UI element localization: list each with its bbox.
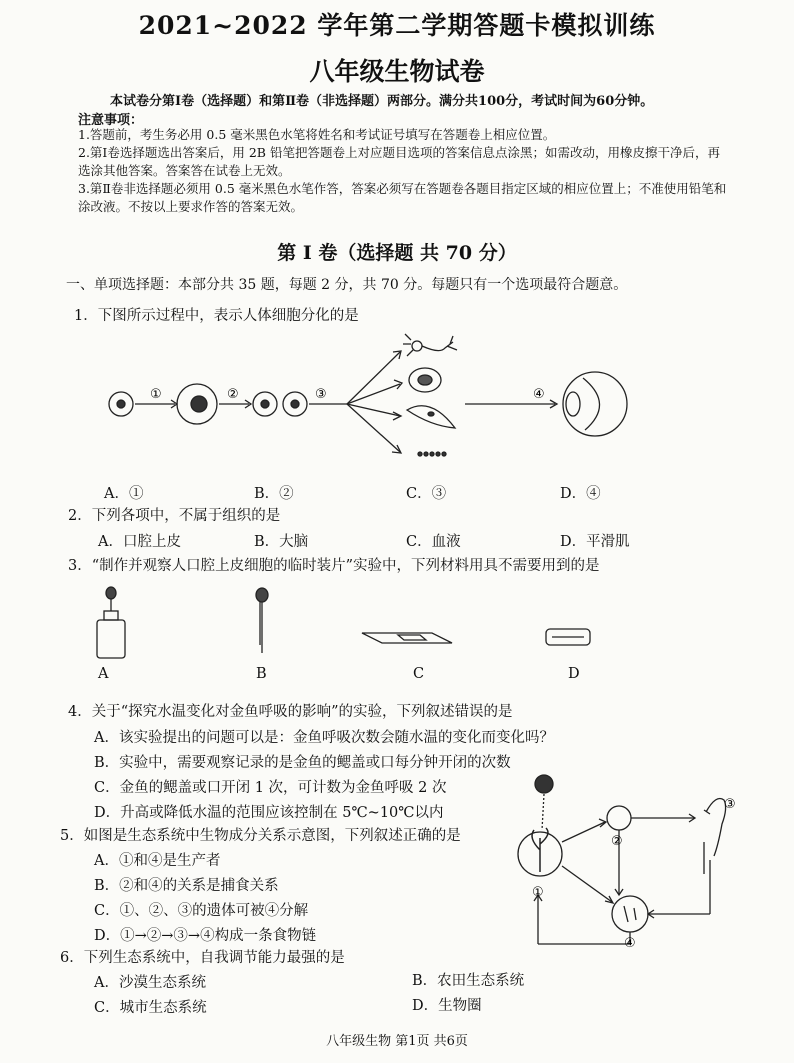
question-4: 4．关于“探究水温变化对金鱼呼吸的影响”的实验，下列叙述错误的是 (68, 704, 513, 720)
tool-label-d: D (568, 666, 580, 682)
step-label: ④ (533, 387, 545, 402)
option-d[interactable]: D．生物圈 (412, 998, 482, 1014)
tool-label-a: A (98, 666, 109, 682)
notice-heading: 注意事项： (78, 113, 144, 128)
option-a[interactable]: A．①和④是生产者 (94, 853, 221, 869)
option-b[interactable]: B．② (254, 486, 294, 502)
option-c[interactable]: C．城市生态系统 (94, 1000, 207, 1016)
option-b[interactable]: B．农田生态系统 (412, 973, 525, 989)
node-label-2: ② (611, 834, 623, 849)
question-6: 6．下列生态系统中，自我调节能力最强的是 (60, 950, 345, 966)
section-title: 第 I 卷（选择题 共 70 分） (277, 242, 517, 264)
cell-differentiation-diagram (95, 328, 655, 473)
part-instructions: 一、单项选择题：本部分共 35 题，每题 2 分，共 70 分。每题只有一个选项最符合题意。 (66, 277, 628, 293)
option-b[interactable]: B．②和④的关系是捕食关系 (94, 878, 279, 894)
lab-tools-illustration (80, 585, 640, 665)
tool-label-c: C (413, 666, 425, 682)
tool-label-b: B (256, 666, 267, 682)
option-c[interactable]: C．金鱼的鳃盖或口开闭 1 次，可计数为金鱼呼吸 2 次 (94, 780, 447, 796)
notice-item: 1.答题前，考生务必用 0.5 毫米黑色水笔将姓名和考试证号填写在答题卷上相应位置。 (78, 127, 556, 142)
option-c[interactable]: C．①、②、③的遗体可被④分解 (94, 903, 309, 919)
step-label: ① (150, 387, 162, 402)
option-d[interactable]: D．④ (560, 486, 601, 502)
option-d[interactable]: D．平滑肌 (560, 534, 630, 550)
option-a[interactable]: A．该实验提出的问题可以是：金鱼呼吸次数会随水温的变化而变化吗？ (94, 730, 554, 746)
node-label-1: ① (532, 885, 544, 900)
step-label: ③ (315, 387, 327, 402)
ecosystem-diagram (510, 772, 776, 960)
option-d[interactable]: D．升高或降低水温的范围应该控制在 5℃~10℃以内 (94, 805, 444, 821)
exam-intro: 本试卷分第Ⅰ卷（选择题）和第Ⅱ卷（非选择题）两部分。满分共100分，考试时间为60分钟。 (110, 94, 654, 109)
step-label: ② (227, 387, 239, 402)
option-c[interactable]: C．血液 (406, 534, 461, 550)
node-label-3: ③ (724, 797, 736, 812)
option-b[interactable]: B．实验中，需要观察记录的是金鱼的鳃盖或口每分钟开闭的次数 (94, 755, 511, 771)
option-d[interactable]: D．①→②→③→④构成一条食物链 (94, 928, 317, 944)
option-a[interactable]: A．① (104, 486, 144, 502)
option-a[interactable]: A．沙漠生态系统 (94, 975, 206, 991)
page-footer: 八年级生物 第1页 共6页 (326, 1034, 468, 1049)
option-b[interactable]: B．大脑 (254, 534, 309, 550)
notice-item: 2.第Ⅰ卷选择题选出答案后，用 2B 铅笔把答题卷上对应题目选项的答案信息点涂黑；如需改动，用橡皮擦干净后，再选涂其他答案。答案答在试卷上无效。 (78, 145, 720, 178)
notice-item: 3.第Ⅱ卷非选择题必须用 0.5 毫米黑色水笔作答，答案必须写在答题卷各题目指定区域的相应位置上；不准使用铅笔和涂改液。不按以上要求作答的答案无效。 (78, 181, 727, 214)
node-label-4: ④ (624, 936, 636, 951)
question-1: 1．下图所示过程中，表示人体细胞分化的是 (74, 308, 359, 324)
question-5: 5．如图是生态系统中生物成分关系示意图，下列叙述正确的是 (60, 828, 461, 844)
exam-subtitle: 八年级生物试卷 (309, 57, 485, 86)
question-2: 2．下列各项中，不属于组织的是 (68, 508, 281, 524)
option-a[interactable]: A．口腔上皮 (98, 534, 181, 550)
exam-title: 2021~2022 学年第二学期答题卡模拟训练 (138, 11, 656, 40)
question-3: 3．“制作并观察人口腔上皮细胞的临时装片”实验中，下列材料用具不需要用到的是 (68, 558, 600, 574)
option-c[interactable]: C．③ (406, 486, 447, 502)
